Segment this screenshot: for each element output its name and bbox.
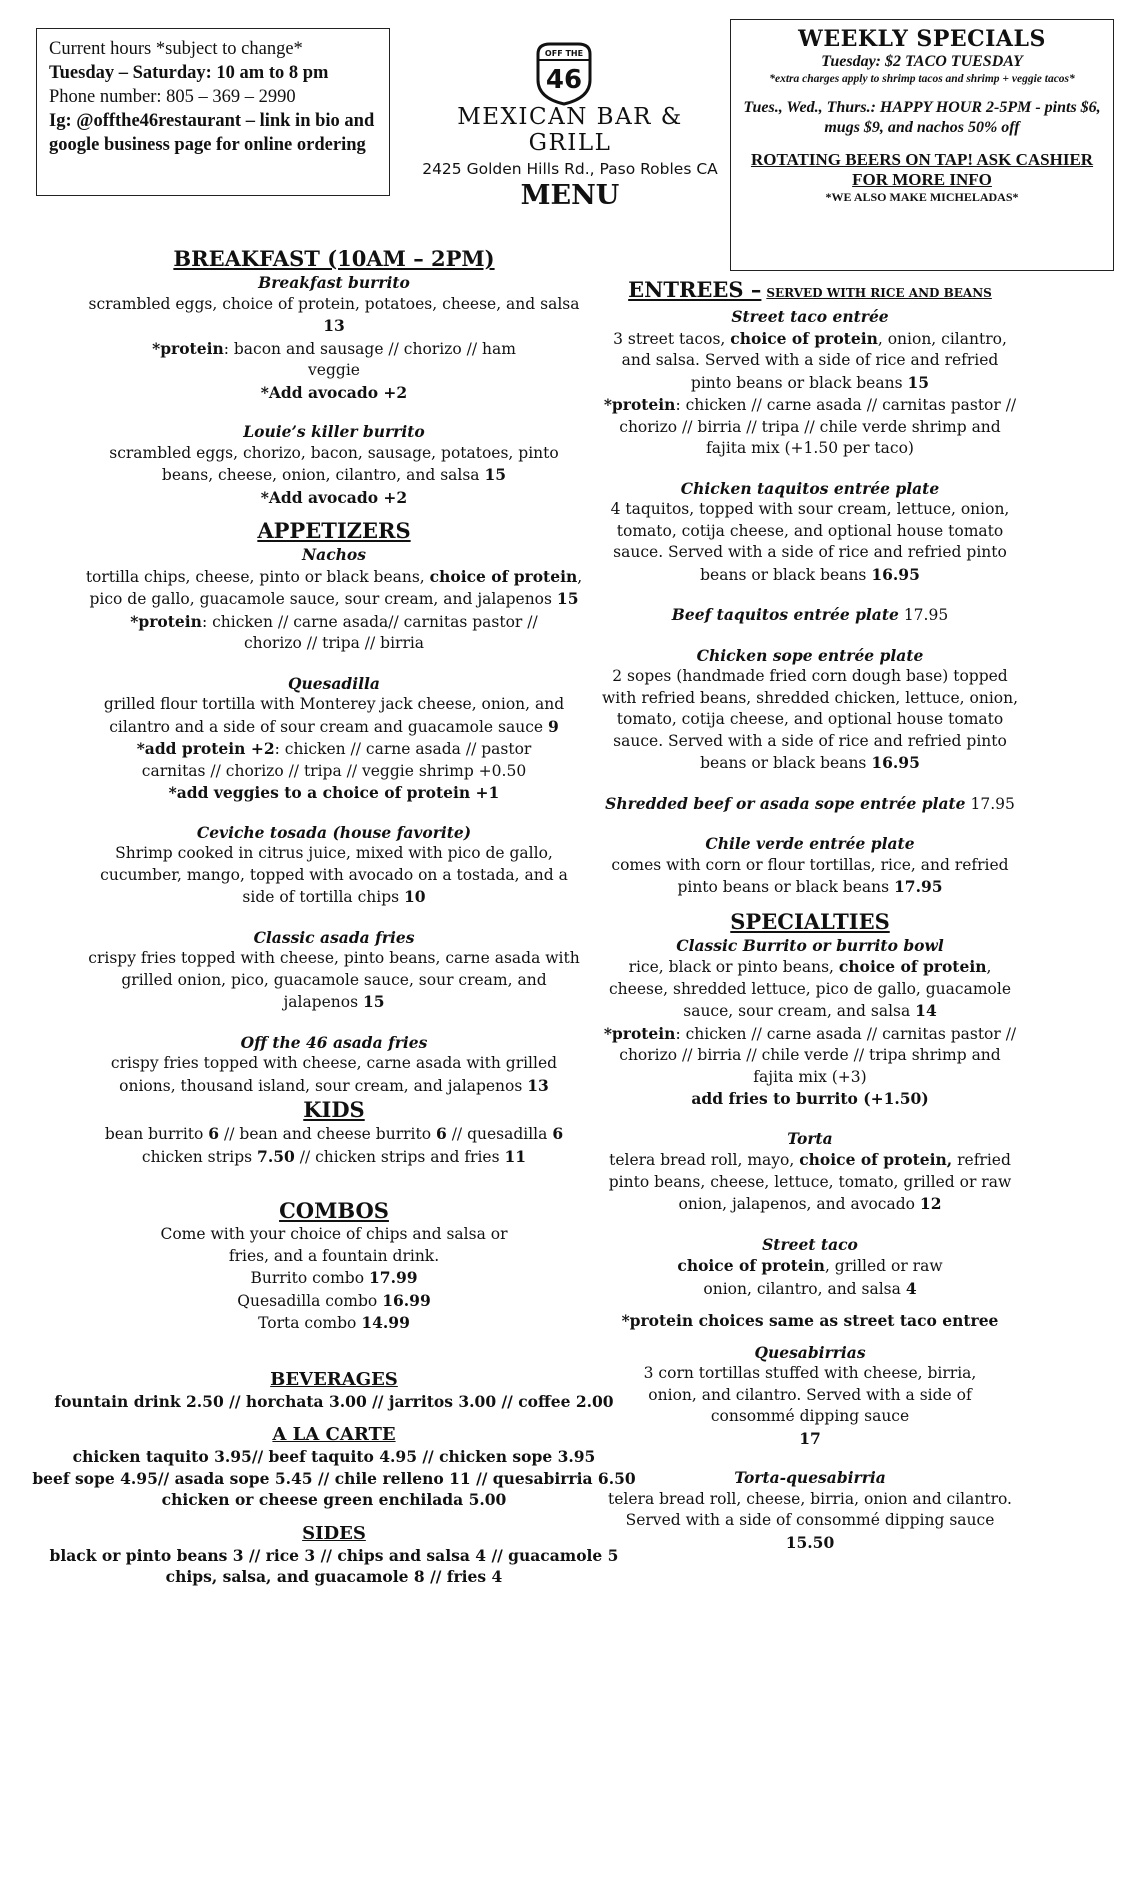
beverages-line: fountain drink 2.50 // horchata 3.00 // jarritos 3.00 // coffee 2.00	[54, 1391, 614, 1411]
nachos-choice: choice of protein	[429, 566, 578, 586]
breakfast-burrito-price: 13	[323, 316, 345, 335]
entrees-title: ENTREES –	[628, 277, 762, 302]
classic-burrito-text-b: , cheese, shredded lettuce, pico de gallo, guacamole sauce, sour cream, and salsa	[609, 958, 1011, 1020]
breakfast-burrito-protein	[84, 338, 584, 382]
kids-price: 6	[552, 1124, 564, 1143]
classic-burrito-price: 14	[915, 1001, 937, 1020]
chile-verde-price: 17.95	[894, 877, 943, 896]
specials-happy-hour: Tues., Wed., Thurs.: HAPPY HOUR 2-5PM - pints $6, mugs $9, and nachos 50% off	[743, 99, 1101, 136]
specialties-heading: SPECIALTIES	[730, 908, 890, 934]
off46-fries-desc	[84, 1053, 584, 1097]
quesadilla-text: grilled flour tortilla with Monterey jack cheese, onion, and cilantro and a side of sour cream and guacamole sauce	[103, 695, 565, 736]
quesadilla-combo	[84, 1290, 584, 1313]
nachos-text-b: , pico de gallo, guacamole sauce, sour cream, and jalapenos	[89, 567, 583, 608]
chile-verde-name: Chile verde entrée plate	[705, 834, 915, 853]
breakfast-avocado: *Add avocado +2	[260, 382, 408, 402]
torta-text-b: refried pinto beans, cheese, lettuce, tomato, grilled or raw onion, jalapenos, and avocado	[608, 1151, 1012, 1213]
ceviche-desc	[84, 843, 584, 909]
quesabirrias-name: Quesabirrias	[754, 1342, 866, 1362]
protein-label: *protein	[130, 611, 202, 631]
louie-burrito-desc	[84, 443, 584, 487]
sides-line-2: chips, salsa, and guacamole 8 // fries 4	[165, 1567, 503, 1586]
breakfast-burrito-name: Breakfast burrito	[258, 273, 410, 292]
burrito-combo	[84, 1267, 584, 1290]
add-protein-label: *add protein +2	[136, 739, 275, 758]
specials-micheladas: *WE ALSO MAKE MICHELADAS*	[825, 190, 1019, 204]
asada-fries-price: 15	[362, 992, 385, 1011]
quesadilla-veggies: *add veggies to a choice of protein +1	[168, 783, 500, 802]
chicken-taquitos-desc	[600, 499, 1020, 586]
kids-item: bean burrito	[104, 1125, 204, 1143]
street-entree-choice: choice of protein	[730, 328, 878, 348]
beef-taquitos-price: 17.95	[903, 606, 949, 624]
breakfast-heading: BREAKFAST (10AM – 2PM)	[173, 246, 495, 271]
classic-burrito-choice: choice of protein	[838, 957, 987, 976]
combo-price: 17.99	[369, 1268, 418, 1287]
right-column	[600, 277, 1020, 1553]
phone-number: Phone number: 805 – 369 – 2990	[49, 87, 296, 107]
louie-avocado: *Add avocado +2	[260, 487, 408, 507]
quesabirrias-price: 17	[799, 1428, 821, 1448]
beef-taquitos-name: Beef taquitos entrée plate	[671, 605, 899, 624]
specials-beers: ROTATING BEERS ON TAP! ASK CASHIER FOR MORE INFO	[750, 150, 1094, 189]
chile-verde-text: comes with corn or flour tortillas, rice, and refried pinto beans or black beans	[611, 855, 1009, 896]
combo-item: Quesadilla combo	[237, 1291, 378, 1310]
classic-burrito-protein	[600, 1023, 1020, 1089]
protein-options: : chicken // carne asada// carnitas pastor // chorizo // tripa // birria	[201, 612, 538, 652]
louie-burrito-name: Louie’s killer burrito	[243, 422, 425, 441]
street-entree-price: 15	[907, 372, 930, 392]
add-protein-options: : chicken // carne asada // pastor carnitas // chorizo // tripa // veggie shrimp +0.50	[141, 740, 532, 780]
torta-desc	[600, 1149, 1020, 1216]
street-entree-protein	[600, 394, 1020, 460]
chicken-sope-name: Chicken sope entrée plate	[696, 645, 924, 665]
beverages-heading: BEVERAGES	[270, 1368, 398, 1390]
quesabirrias-desc: 3 corn tortillas stuffed with cheese, birria, onion, and cilantro. Served with a side of consommé dipping sauce	[643, 1364, 977, 1425]
torta-quesabirria-name: Torta-quesabirria	[734, 1468, 886, 1487]
louie-burrito-price: 15	[484, 465, 507, 484]
nachos-name: Nachos	[302, 545, 366, 564]
combo-price: 14.99	[361, 1313, 410, 1332]
logo-number: 46	[545, 65, 583, 95]
alacarte-heading: A LA CARTE	[272, 1424, 396, 1445]
street-taco-note: *protein choices same as street taco entree	[621, 1311, 999, 1330]
alacarte-line-2: beef sope 4.95// asada sope 5.45 // chile relleno 11 // quesabirria 6.50	[32, 1468, 636, 1488]
specials-tuesday-note: *extra charges apply to shrimp tacos and shrimp + veggie tacos*	[769, 73, 1075, 85]
chicken-taquitos-name: Chicken taquitos entrée plate	[680, 478, 940, 498]
menu-title: MENU	[520, 180, 620, 211]
instagram-info: Ig: @offthe46restaurant – link in bio and google business page for online ordering	[49, 111, 375, 155]
ceviche-text: Shrimp cooked in citrus juice, mixed with pico de gallo, cucumber, mango, topped with avocado on a tostada, and a side of tortilla chips	[100, 844, 568, 906]
chicken-taquitos-price: 16.95	[871, 564, 920, 584]
street-taco-choice: choice of protein	[677, 1256, 825, 1275]
kids-heading: KIDS	[303, 1097, 365, 1122]
torta-price: 12	[919, 1194, 942, 1213]
sides-line-1: black or pinto beans 3 // rice 3 // chips and salsa 4 // guacamole 5	[49, 1545, 619, 1565]
combo-item: Torta combo	[258, 1314, 357, 1332]
brand-logo	[530, 40, 598, 108]
classic-burrito-name: Classic Burrito or burrito bowl	[676, 935, 944, 955]
combo-item: Burrito combo	[250, 1269, 365, 1287]
shredded-sope-price: 17.95	[970, 794, 1015, 813]
chicken-sope-price: 16.95	[871, 753, 920, 772]
nachos-desc	[84, 566, 584, 611]
quesadilla-price: 9	[548, 716, 559, 736]
kids-item: // bean and cheese burrito	[224, 1125, 432, 1143]
classic-burrito-text-a: rice, black or pinto beans,	[628, 958, 834, 976]
shredded-sope-name: Shredded beef or asada sope entrée plate	[605, 793, 966, 813]
hours-days: Tuesday – Saturday: 10 am to 8 pm	[49, 63, 329, 83]
kids-item: chicken strips	[141, 1147, 253, 1166]
ceviche-name: Ceviche tosada (house favorite)	[196, 822, 472, 842]
asada-fries-text: crispy fries topped with cheese, pinto beans, carne asada with grilled onion, pico, guacamole sauce, sour cream, and jalapenos	[88, 949, 580, 1011]
combo-price: 16.99	[382, 1290, 431, 1310]
ceviche-price: 10	[404, 887, 426, 906]
asada-fries-name: Classic asada fries	[253, 927, 415, 947]
torta-choice: choice of protein,	[799, 1150, 953, 1169]
street-taco-price: 4	[905, 1278, 917, 1298]
off46-fries-name: Off the 46 asada fries	[240, 1032, 428, 1052]
quesadilla-desc	[84, 694, 584, 738]
street-entree-name: Street taco entrée	[731, 307, 889, 326]
left-column	[32, 246, 636, 1588]
street-taco-name: Street taco	[762, 1234, 858, 1254]
street-taco-text: , grilled or raw onion, cilantro, and salsa	[703, 1257, 943, 1298]
nachos-text-a: tortilla chips, cheese, pinto or black beans,	[85, 567, 425, 586]
kids-price: 6	[208, 1124, 220, 1143]
kids-price: 6	[435, 1124, 447, 1143]
classic-burrito-desc	[600, 956, 1020, 1023]
chicken-sope-desc	[600, 666, 1020, 775]
off46-fries-price: 13	[527, 1075, 549, 1095]
protein-options: : bacon and sausage // chorizo // ham veggie	[223, 339, 516, 379]
kids-price: 11	[504, 1146, 527, 1166]
shield-logo-icon	[530, 40, 598, 108]
breakfast-burrito-text: scrambled eggs, choice of protein, potatoes, cheese, and salsa	[88, 294, 580, 313]
louie-burrito-text: scrambled eggs, chorizo, bacon, sausage, potatoes, pinto beans, cheese, onion, cilantro, and salsa	[109, 443, 559, 484]
chile-verde-desc	[600, 855, 1020, 899]
torta-name: Torta	[787, 1128, 833, 1148]
hours-note: Current hours *subject to change*	[49, 39, 303, 59]
protein-label: *protein	[603, 1023, 676, 1043]
nachos-protein	[84, 611, 584, 655]
alacarte-line-3: chicken or cheese green enchilada 5.00	[161, 1490, 507, 1509]
beef-taquitos	[600, 604, 1020, 627]
entrees-heading	[600, 277, 1020, 306]
alacarte-line-1: chicken taquito 3.95// beef taquito 4.95 // chicken sope 3.95	[72, 1447, 596, 1466]
torta-combo	[84, 1312, 584, 1335]
protein-options: : chicken // carne asada // carnitas pastor // chorizo // birria // chile verde // tripa shrimp and fajita mix (+3)	[619, 1024, 1017, 1086]
specials-tuesday: Tuesday: $2 TACO TUESDAY	[821, 53, 1023, 70]
chicken-taquitos-text: 4 taquitos, topped with sour cream, lettuce, onion, tomato, cotija cheese, and optional house tomato sauce. Served with a side of rice and refried pinto beans or black beans	[610, 500, 1010, 584]
specials-title: WEEKLY SPECIALS	[798, 26, 1046, 52]
combos-heading: COMBOS	[279, 1198, 389, 1223]
kids-item: // quesadilla	[451, 1125, 548, 1143]
torta-text-a: telera bread roll, mayo,	[609, 1151, 795, 1169]
hours-box	[36, 28, 390, 196]
kids-item: // chicken strips and fries	[299, 1147, 500, 1166]
torta-quesabirria-desc: telera bread roll, cheese, birria, onion and cilantro. Served with a side of consommé dipping sauce	[608, 1489, 1012, 1529]
burrito-fries: add fries to burrito (+1.50)	[691, 1089, 929, 1108]
kids-line-2	[84, 1146, 584, 1169]
protein-options: : chicken // carne asada // carnitas pastor // chorizo // birria // tripa // chile verde shrimp and fajita mix (+1.50 per taco)	[619, 396, 1017, 457]
street-entree-text-a: 3 street tacos,	[613, 329, 726, 348]
street-entree-text-b: , onion, cilantro, and salsa. Served with a side of rice and refried pinto beans or black beans	[621, 329, 1007, 392]
protein-label: *protein	[152, 338, 224, 358]
brand-header	[420, 104, 720, 211]
appetizers-heading: APPETIZERS	[257, 518, 411, 543]
sides-heading: SIDES	[302, 1522, 366, 1544]
street-taco-desc	[600, 1255, 1020, 1300]
entrees-subtitle: SERVED WITH RICE AND BEANS	[766, 286, 992, 300]
restaurant-name: MEXICAN BAR & GRILL	[457, 104, 683, 156]
breakfast-burrito-desc	[84, 294, 584, 338]
torta-quesabirria-price: 15.50	[785, 1532, 835, 1552]
restaurant-address: 2425 Golden Hills Rd., Paso Robles CA	[422, 160, 718, 178]
off46-fries-text: crispy fries topped with cheese, carne asada with grilled onions, thousand island, sour cream, and jalapenos	[110, 1054, 558, 1095]
street-entree-desc	[600, 328, 1020, 395]
shredded-sope	[600, 793, 1020, 816]
logo-top-text: OFF THE	[544, 49, 584, 58]
weekly-specials-box	[730, 19, 1114, 271]
nachos-price: 15	[556, 589, 579, 608]
asada-fries-desc	[84, 948, 584, 1014]
quesadilla-name: Quesadilla	[288, 673, 380, 693]
protein-label: *protein	[603, 395, 676, 414]
kids-line-1	[84, 1123, 584, 1146]
quesadilla-add	[84, 738, 584, 782]
kids-price: 7.50	[257, 1146, 295, 1166]
chicken-sope-text: 2 sopes (handmade fried corn dough base) topped with refried beans, shredded chicken, lettuce, onion, tomato, cotija cheese, and optional house tomato sauce. Served with a side of rice and refried pinto beans or black beans	[601, 667, 1019, 772]
combos-desc: Come with your choice of chips and salsa or fries, and a fountain drink.	[160, 1225, 508, 1265]
